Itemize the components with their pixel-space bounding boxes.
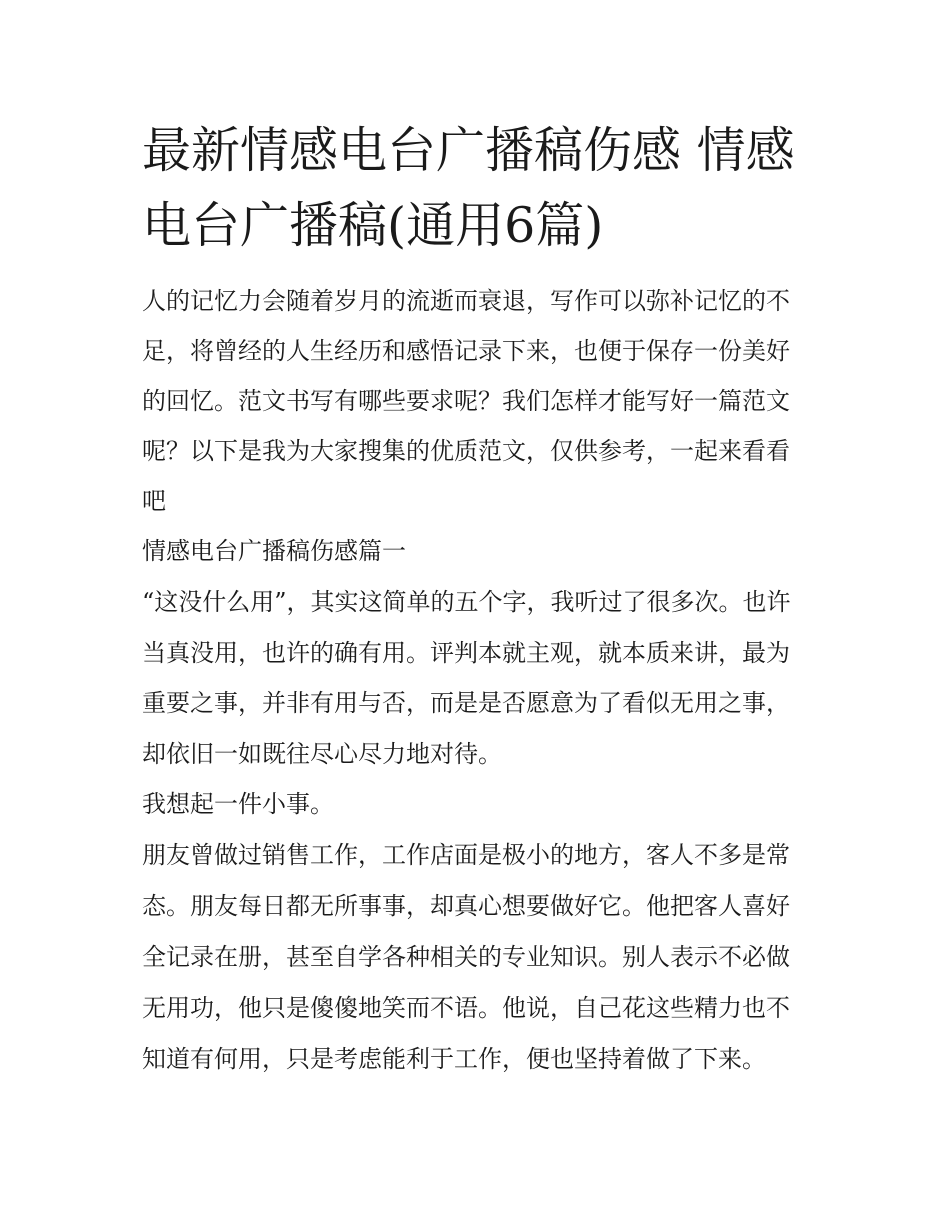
section-heading: 情感电台广播稿伤感篇一 [142, 537, 406, 565]
paragraph-line: 人的记忆力会随着岁月的流逝而衰退，写作可以弥补记忆的不 [142, 287, 790, 315]
paragraph-line: 知道有何用，只是考虑能利于工作，便也坚持着做了下来。 [142, 1045, 766, 1073]
paragraph-line: 全记录在册，甚至自学各种相关的专业知识。别人表示不必做 [142, 943, 790, 971]
document-title-line-2: 电台广播稿(通用6篇) [142, 197, 604, 254]
paragraph-line: 当真没用，也许的确有用。评判本就主观，就本质来讲，最为 [142, 639, 790, 667]
paragraph-line: 却依旧一如既往尽心尽力地对待。 [142, 740, 502, 768]
document-title-line-1: 最新情感电台广播稿伤感 情感 [142, 122, 795, 179]
paragraph-line: 无用功，他只是傻傻地笑而不语。他说，自己花这些精力也不 [142, 994, 790, 1022]
paragraph-line: 重要之事，并非有用与否，而是是否愿意为了看似无用之事， [142, 689, 790, 717]
paragraph-line: 呢？以下是我为大家搜集的优质范文，仅供参考，一起来看看 [142, 437, 790, 465]
paragraph-line: 态。朋友每日都无所事事，却真心想要做好它。他把客人喜好 [142, 892, 790, 920]
paragraph-line: 足，将曾经的人生经历和感悟记录下来，也便于保存一份美好 [142, 337, 790, 365]
paragraph-line: 吧 [142, 487, 166, 515]
paragraph-line: 朋友曾做过销售工作，工作店面是极小的地方，客人不多是常 [142, 841, 790, 869]
paragraph-line: 的回忆。范文书写有哪些要求呢？我们怎样才能写好一篇范文 [142, 387, 790, 415]
paragraph-line: “这没什么用”，其实这简单的五个字，我听过了很多次。也许 [142, 588, 791, 616]
paragraph-line: 我想起一件小事。 [142, 790, 334, 818]
